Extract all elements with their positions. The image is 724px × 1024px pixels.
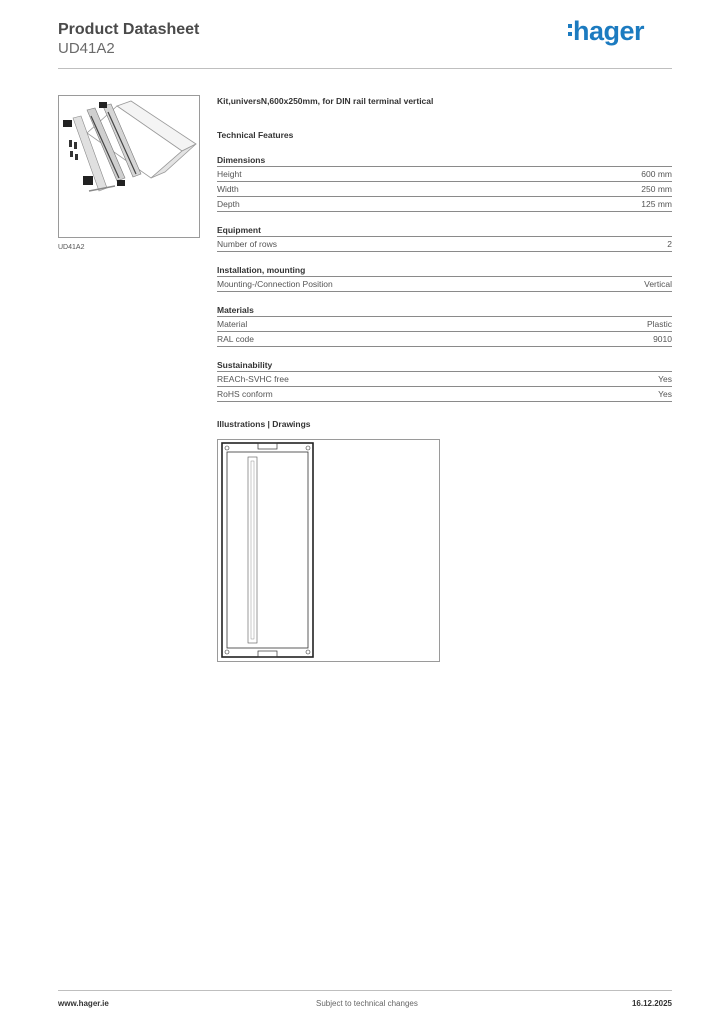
spec-value: Vertical — [644, 279, 672, 289]
spec-value: 600 mm — [641, 169, 672, 179]
section-title: Installation, mounting — [217, 264, 672, 277]
section-title: Materials — [217, 304, 672, 317]
hager-logo — [568, 16, 644, 47]
spec-value: 125 mm — [641, 199, 672, 209]
spec-label: Height — [217, 169, 242, 179]
spec-label: RAL code — [217, 334, 255, 344]
drawings-title: Illustrations | Drawings — [217, 419, 311, 429]
spec-label: Material — [217, 319, 248, 329]
product-description: Kit,universN,600x250mm, for DIN rail terminal vertical — [217, 96, 434, 106]
spec-label: Number of rows — [217, 239, 277, 249]
technical-content — [217, 96, 672, 402]
spec-row — [217, 237, 672, 252]
spec-label: Depth — [217, 199, 240, 209]
footer-notice: Subject to technical changes — [316, 999, 418, 1008]
product-image — [58, 95, 200, 238]
spec-row — [217, 277, 672, 292]
technical-drawing — [217, 439, 440, 662]
front-view-drawing — [218, 440, 439, 661]
spec-label: Width — [217, 184, 239, 194]
section-sustainability — [217, 359, 672, 402]
spec-row — [217, 197, 672, 212]
footer-website: www.hager.ie — [58, 999, 109, 1008]
page-title: Product Datasheet — [58, 21, 200, 38]
spec-value: Plastic — [646, 319, 672, 329]
product-kit-illustration — [59, 96, 199, 237]
spec-row — [217, 182, 672, 197]
section-dimensions — [217, 154, 672, 212]
spec-row — [217, 317, 672, 332]
logo-dots-icon — [568, 24, 572, 40]
footer-date: 16.12.2025 — [631, 999, 672, 1008]
footer-divider — [58, 990, 672, 991]
logo-text: hager — [573, 16, 645, 46]
spec-row — [217, 387, 672, 402]
spec-label: Mounting-/Connection Position — [217, 279, 333, 289]
section-installation — [217, 264, 672, 292]
spec-row — [217, 332, 672, 347]
spec-value: 9010 — [653, 334, 672, 344]
image-caption: UD41A2 — [58, 244, 85, 251]
technical-features-title: Technical Features — [217, 130, 294, 140]
spec-label: REACh-SVHC free — [217, 374, 289, 384]
spec-value: Yes — [658, 374, 672, 384]
product-code: UD41A2 — [58, 40, 115, 57]
spec-value: 250 mm — [641, 184, 672, 194]
spec-value: 2 — [667, 239, 672, 249]
section-title: Sustainability — [217, 359, 672, 372]
section-equipment — [217, 224, 672, 252]
spec-row — [217, 372, 672, 387]
section-title: Dimensions — [217, 154, 672, 167]
header-divider — [58, 68, 672, 69]
section-materials — [217, 304, 672, 347]
spec-row — [217, 167, 672, 182]
section-title: Equipment — [217, 224, 672, 237]
spec-value: Yes — [658, 389, 672, 399]
spec-label: RoHS conform — [217, 389, 273, 399]
